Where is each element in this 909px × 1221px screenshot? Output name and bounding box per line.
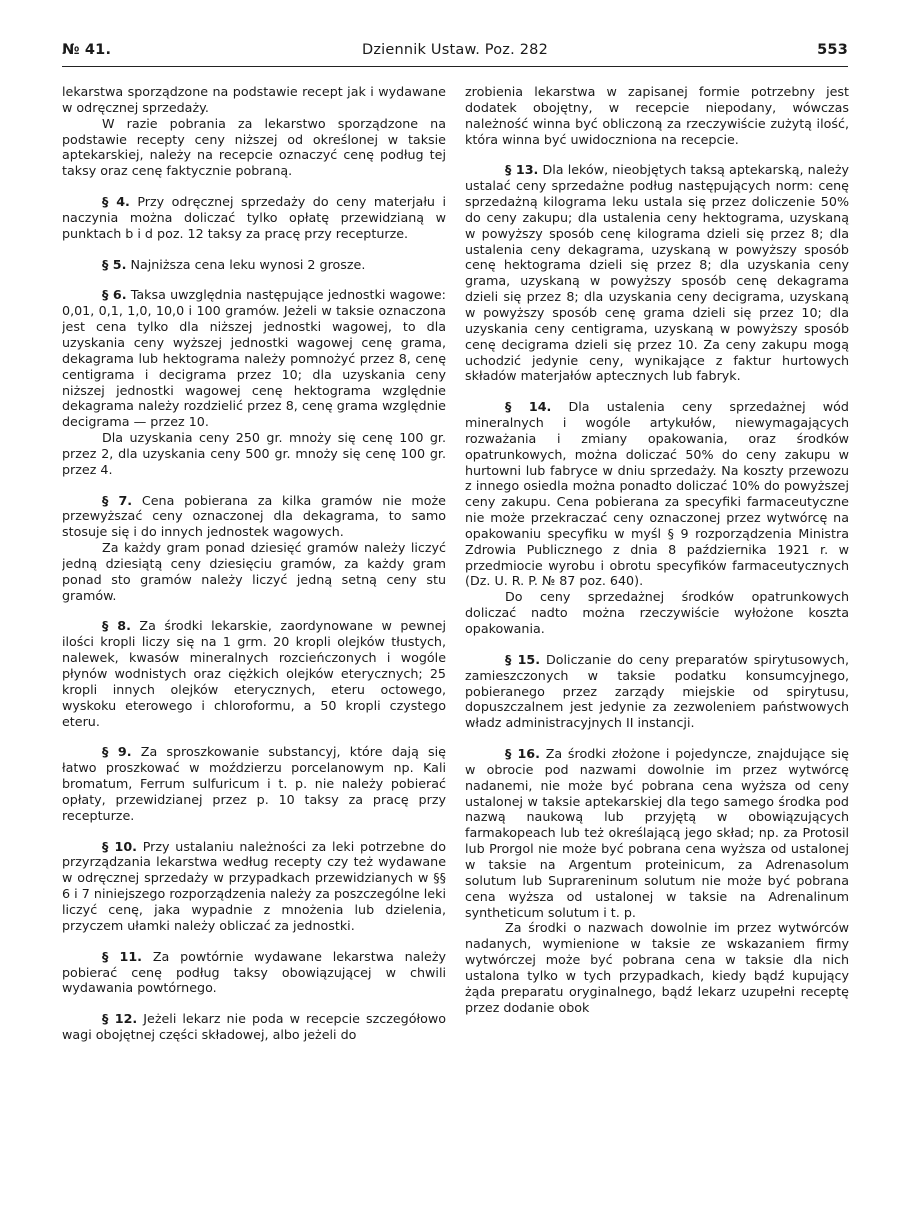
paragraph: § 10. Przy ustalaniu należności za leki potrzebne do przyrządzania lekarstwa według recepty czy też wydawane w odręcznej sprzedaży w przypadkach przewidzianych w §§ 6 i 7 niniejszego rozporządzenia należy za poszczególne leki liczyć cenę, jaka wypadnie z mnożenia lub dzielenia, przyczem ułamki należy obliczać za jednostki. [62,838,446,933]
section-mark: § 7. [102,492,133,508]
paragraph: § 7. Cena pobierana za kilka gramów nie może przewyższać ceny oznaczonej dla dekagrama, to samo stosuje się i do innych jednostek wagowych. [62,492,446,540]
paragraph: § 9. Za sproszkowanie substancyj, które dają się łatwo proszkować w moździerzu porcelanowym np. Kali bromatum, Ferrum sulfuricum i t. p. nie należy pobierać opłaty, przewidzianej przez p. 10 taksy za pracę przy recepturze. [62,744,446,823]
section-mark: § 13. [505,162,539,178]
paragraph: § 16. Za środki złożone i pojedyncze, znajdujące się w obrocie pod nazwami dowolnie im przez wytwórcę nadanemi, nie może być pobrana cena wyższa od ceny ustalonej w taksie aptekarskiej dla tego samego środka pod nazwą naukową lub przyjętą w obowiązujących farmakopeach lub też określającą jego skład; np. za Protosil lub Prorgol nie może być pobrana cena wyższa od ustalonej w taksie na Argentum proteinicum, za Adrenasolum solutum lub Suprareninum solutum nie może być pobrana cena wyższa od ustalonej w taksie na Adrenalinum syntheticum solutum i t. p. [465,746,849,920]
paragraph: zrobienia lekarstwa w zapisanej formie potrzebny jest dodatek obojętny, w recepcie niepodany, wówczas należność winna być obliczoną za rzeczywiście zużytą ilość, która winna być uwidoczniona na recepcie. [465,84,849,147]
section-mark: § 12. [102,1011,138,1027]
paragraph: § 14. Dla ustalenia ceny sprzedażnej wód mineralnych i wogóle artykułów, niewymagających rozważania i zmiany opakowania, oraz środków opatrunkowych, można doliczać 50% do ceny zakupu w hurtowni lub fabryce w dniu sprzedaży. Na koszty przewozu z innego osiedla można ponadto doliczać 10% do powyższej ceny zakupu. Cena pobierana za specyfiki farmaceutyczne nie może przekraczać ceny oznaczonej przez wytwórcę na opakowaniu specyfiku w myśl § 9 rozporządzenia Ministra Zdrowia Publicznego z dnia 8 października 1921 r. w przedmiocie wyrobu i obrotu specyfików farmaceutycznych (Dz. U. R. P. № 87 poz. 640). [465,399,849,589]
header-rule [62,66,848,67]
issue-number: № 41. [62,42,112,58]
paragraph: Do ceny sprzedażnej środków opatrunkowych doliczać nadto można rzeczywiście wyłożone koszta opakowania. [465,589,849,636]
page-number: 553 [817,42,848,58]
paragraph: Za środki o nazwach dowolnie im przez wytwórców nadanych, wymienione w taksie ze wskazaniem firmy wytwórczej może być pobrana cena w taksie dla nich ustalona tylko w tych przypadkach, kiedy bądź kupujący żąda preparatu oryginalnego, bądź lekarz uzupełni receptę przez dodanie obok [465,920,849,1015]
section-mark: § 4. [102,194,130,210]
section-mark: § 15. [505,651,541,667]
section-mark: § 9. [102,744,132,760]
journal-title: Dziennik Ustaw. Poz. 282 [361,42,549,58]
paragraph: W razie pobrania za lekarstwo sporządzone na podstawie recepty ceny niższej od określonej w taksie aptekarskiej, należy na recepcie oznaczyć cenę podług tej taksy oraz cenę faktycznie pobraną. [62,115,446,179]
left-column [62,84,446,1204]
paragraph: § 13. Dla leków, nieobjętych taksą aptekarską, należy ustalać ceny sprzedażne podług następujących norm: cenę sprzedażną kilograma leku ustala się przez doliczenie 50% do ceny zakupu; dla ustalenia ceny hektograma, uzyskaną w powyższy sposób cenę kilograma dzieli się przez 8; dla ustalenia ceny dekagrama, uzyskaną w powyższy sposób cenę hektograma dzieli się przez 8; dla uzyskania ceny grama, uzyskaną w powyższy sposób cenę dekagrama dzieli się przez 8; dla uzyskania ceny decigrama, uzyskaną w powyższy sposób cenę grama dzieli się przez 10; dla uzyskania ceny centigrama, uzyskaną w powyższy sposób cenę decigrama dzieli się przez 10. Za ceny zakupu mogą uchodzić jedynie ceny, wynikające z faktur hurtowych składów materjałów aptecznych lub fabryk. [465,162,849,384]
right-column [465,84,849,1204]
paragraph: § 5. Najniższa cena leku wynosi 2 grosze. [102,256,366,272]
section-mark: § 6. [102,287,127,303]
paragraph: § 6. Taksa uwzględnia następujące jednostki wagowe: 0,01, 0,1, 1,0, 10,0 i 100 gramów. Jeżeli w taksie oznaczona jest cena tylko dla niższej jednostki wagowej, to dla uzyskania ceny wyższej jednostki wagowej cenę grama, dekagrama lub hektograma należy pomnożyć przez 8, cenę centigrama i decigrama przez 10; dla uzyskania ceny niższej jednostki wagowej cenę hektograma względnie dekagrama należy rozdzielić przez 8, cenę grama względnie decigrama — przez 10. [62,287,446,430]
paragraph: § 12. Jeżeli lekarz nie poda w recepcie szczegółowo wagi obojętnej części składowej, albo jeżeli do [62,1011,446,1043]
section-mark: § 8. [102,618,131,634]
section-mark: § 5. [102,256,127,272]
paragraph: § 4. Przy odręcznej sprzedaży do ceny materjału i naczynia można doliczać tylko opłatę przewidzianą w punktach b i d poz. 12 taksy za pracę przy recepturze. [62,194,446,241]
section-mark: § 10. [102,838,137,854]
paragraph: lekarstwa sporządzone na podstawie recept jak i wydawane w odręcznej sprzedaży. [62,84,446,115]
paragraph: § 11. Za powtórnie wydawane lekarstwa należy pobierać cenę podług taksy obowiązującej w chwili wydawania powtórnego. [62,948,446,996]
paragraph: § 15. Doliczanie do ceny preparatów spirytusowych, zamieszczonych w taksie podatku konsumcyjnego, pobieranego przez zarządy miejskie od spirytusu, dopuszczalnem jest jedynie za zezwoleniem państwowych władz administracyjnych II instancji. [465,651,849,731]
paragraph: Dla uzyskania ceny 250 gr. mnoży się cenę 100 gr. przez 2, dla uzyskania ceny 500 gr. mnoży się cenę 100 gr. przez 4. [62,430,446,477]
paragraph: § 8. Za środki lekarskie, zaordynowane w pewnej ilości kropli liczy się na 1 grm. 20 kropli olejków tłustych, nalewek, kwasów mineralnych rozcieńczonych i wogóle płynów wodnistych oraz ciężkich olejków eterycznych; 25 kropli innych olejków eterycznych, eteru octowego, wyskoku eterowego i chloroformu, a 50 kropli czystego eteru. [62,618,446,729]
page-header [62,38,848,64]
paragraph: Za każdy gram ponad dziesięć gramów należy liczyć jedną dziesiątą ceny dziesięciu gramów, za każdy gram ponad sto gramów należy liczyć jedną setną ceny stu gramów. [62,540,446,603]
section-mark: § 14. [505,399,552,415]
section-mark: § 11. [102,948,143,964]
section-mark: § 16. [505,746,540,762]
